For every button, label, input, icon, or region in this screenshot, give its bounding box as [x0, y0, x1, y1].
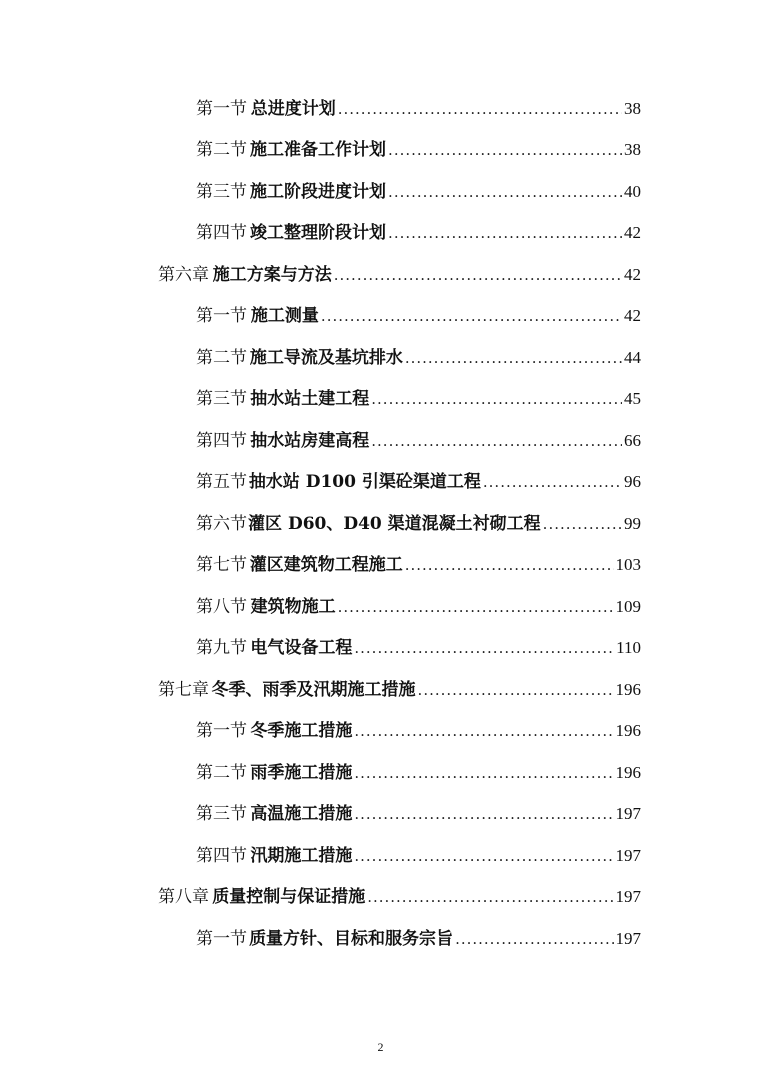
dot-leader	[354, 635, 614, 661]
entry-page: 42	[624, 223, 641, 242]
entry-title: 冬季施工措施	[250, 721, 353, 741]
entry-page: 40	[624, 182, 641, 201]
dot-leader	[405, 552, 614, 578]
toc-entry[interactable]	[196, 635, 641, 661]
dot-leader	[543, 511, 622, 537]
entry-title: 灌区 D60、D40 渠道混凝土衬砌工程	[248, 514, 541, 534]
entry-page: 103	[615, 555, 641, 574]
entry-label: 第六章	[158, 265, 209, 285]
toc-entry[interactable]	[196, 179, 641, 205]
toc-entry[interactable]	[196, 303, 641, 329]
entry-title: 电气设备工程	[250, 638, 353, 658]
dot-leader	[483, 469, 622, 495]
entry-title: 汛期施工措施	[250, 846, 353, 866]
toc-entry[interactable]	[196, 386, 641, 412]
toc-entry[interactable]	[196, 801, 641, 827]
entry-label: 第三节	[196, 804, 247, 824]
entry-title: 抽水站土建工程	[250, 389, 370, 409]
toc-entry[interactable]	[196, 843, 641, 869]
entry-label: 第四节	[196, 223, 247, 243]
entry-page: 38	[624, 140, 641, 159]
dot-leader	[354, 801, 613, 827]
toc-entry[interactable]	[196, 345, 641, 371]
entry-page: 42	[624, 265, 641, 284]
entry-label: 第三节	[196, 182, 247, 202]
entry-page: 197	[615, 929, 641, 948]
entry-title: 抽水站房建高程	[250, 431, 370, 451]
entry-label: 第二节	[196, 140, 247, 160]
toc-chapter-entry[interactable]	[158, 884, 641, 910]
toc-entry[interactable]	[196, 137, 641, 163]
entry-title: 灌区建筑物工程施工	[249, 555, 403, 575]
dot-leader	[388, 137, 622, 163]
dot-leader	[354, 718, 613, 744]
entry-page: 196	[615, 680, 641, 699]
toc-chapter-entry[interactable]	[158, 677, 641, 703]
entry-page: 109	[615, 597, 641, 616]
entry-page: 44	[624, 348, 641, 367]
dot-leader	[321, 303, 622, 329]
entry-label: 第四节	[196, 431, 247, 451]
entry-title: 施工准备工作计划	[250, 140, 387, 160]
entry-label: 第一节	[196, 99, 247, 119]
entry-title: 冬季、雨季及汛期施工措施	[211, 680, 416, 700]
entry-label: 第九节	[196, 638, 247, 658]
toc-entry[interactable]	[196, 511, 641, 537]
dot-leader	[405, 345, 622, 371]
dot-leader	[371, 428, 622, 454]
entry-title: 施工阶段进度计划	[250, 182, 387, 202]
dot-leader	[371, 386, 622, 412]
dot-leader	[388, 179, 622, 205]
toc-entry[interactable]	[196, 594, 641, 620]
toc-chapter-entry[interactable]	[158, 262, 641, 288]
dot-leader	[388, 220, 622, 246]
entry-label: 第八章	[158, 887, 209, 907]
entry-page: 197	[615, 846, 641, 865]
entry-title: 建筑物施工	[250, 597, 336, 617]
dot-leader	[367, 884, 613, 910]
toc-entry[interactable]	[196, 220, 641, 246]
entry-title: 高温施工措施	[250, 804, 353, 824]
entry-title: 施工方案与方法	[212, 265, 332, 285]
entry-label: 第一节	[196, 929, 247, 949]
toc-entry[interactable]	[196, 428, 641, 454]
entry-title: 质量控制与保证措施	[212, 887, 366, 907]
entry-label: 第二节	[196, 348, 247, 368]
entry-page: 96	[624, 472, 641, 491]
toc-entry[interactable]	[196, 96, 641, 122]
entry-title: 施工导流及基坑排水	[249, 348, 403, 368]
dot-leader	[354, 760, 613, 786]
entry-title: 总进度计划	[250, 99, 336, 119]
entry-page: 197	[615, 887, 641, 906]
dot-leader	[354, 843, 613, 869]
entry-page: 110	[616, 638, 641, 657]
entry-page: 197	[615, 804, 641, 823]
toc-entry[interactable]	[196, 469, 641, 495]
entry-title: 雨季施工措施	[250, 763, 353, 783]
dot-leader	[455, 926, 613, 952]
entry-title: 施工测量	[250, 306, 319, 326]
entry-label: 第七节	[196, 555, 247, 575]
toc-entry[interactable]	[196, 926, 641, 952]
entry-title: 质量方针、目标和服务宗旨	[249, 929, 454, 949]
entry-label: 第二节	[196, 763, 247, 783]
entry-label: 第一节	[196, 721, 247, 741]
dot-leader	[338, 96, 622, 122]
entry-label: 第五节	[196, 472, 247, 492]
page-number: 2	[377, 1040, 384, 1054]
entry-label: 第四节	[196, 846, 247, 866]
entry-label: 第七章	[158, 680, 209, 700]
entry-label: 第三节	[196, 389, 247, 409]
entry-page: 196	[615, 721, 641, 740]
entry-page: 38	[624, 99, 641, 118]
entry-page: 196	[615, 763, 641, 782]
entry-label: 第六节	[196, 514, 247, 534]
entry-label: 第八节	[196, 597, 247, 617]
entry-title: 抽水站 D100 引渠砼渠道工程	[248, 472, 481, 492]
toc-entry[interactable]	[196, 552, 641, 578]
entry-page: 66	[624, 431, 641, 450]
toc-entry[interactable]	[196, 760, 641, 786]
entry-page: 42	[624, 306, 641, 325]
dot-leader	[334, 262, 622, 288]
dot-leader	[418, 677, 614, 703]
entry-page: 99	[624, 514, 641, 533]
entry-title: 竣工整理阶段计划	[250, 223, 387, 243]
entry-page: 45	[624, 389, 641, 408]
dot-leader	[338, 594, 614, 620]
entry-label: 第一节	[196, 306, 247, 326]
toc-entry[interactable]	[196, 718, 641, 744]
